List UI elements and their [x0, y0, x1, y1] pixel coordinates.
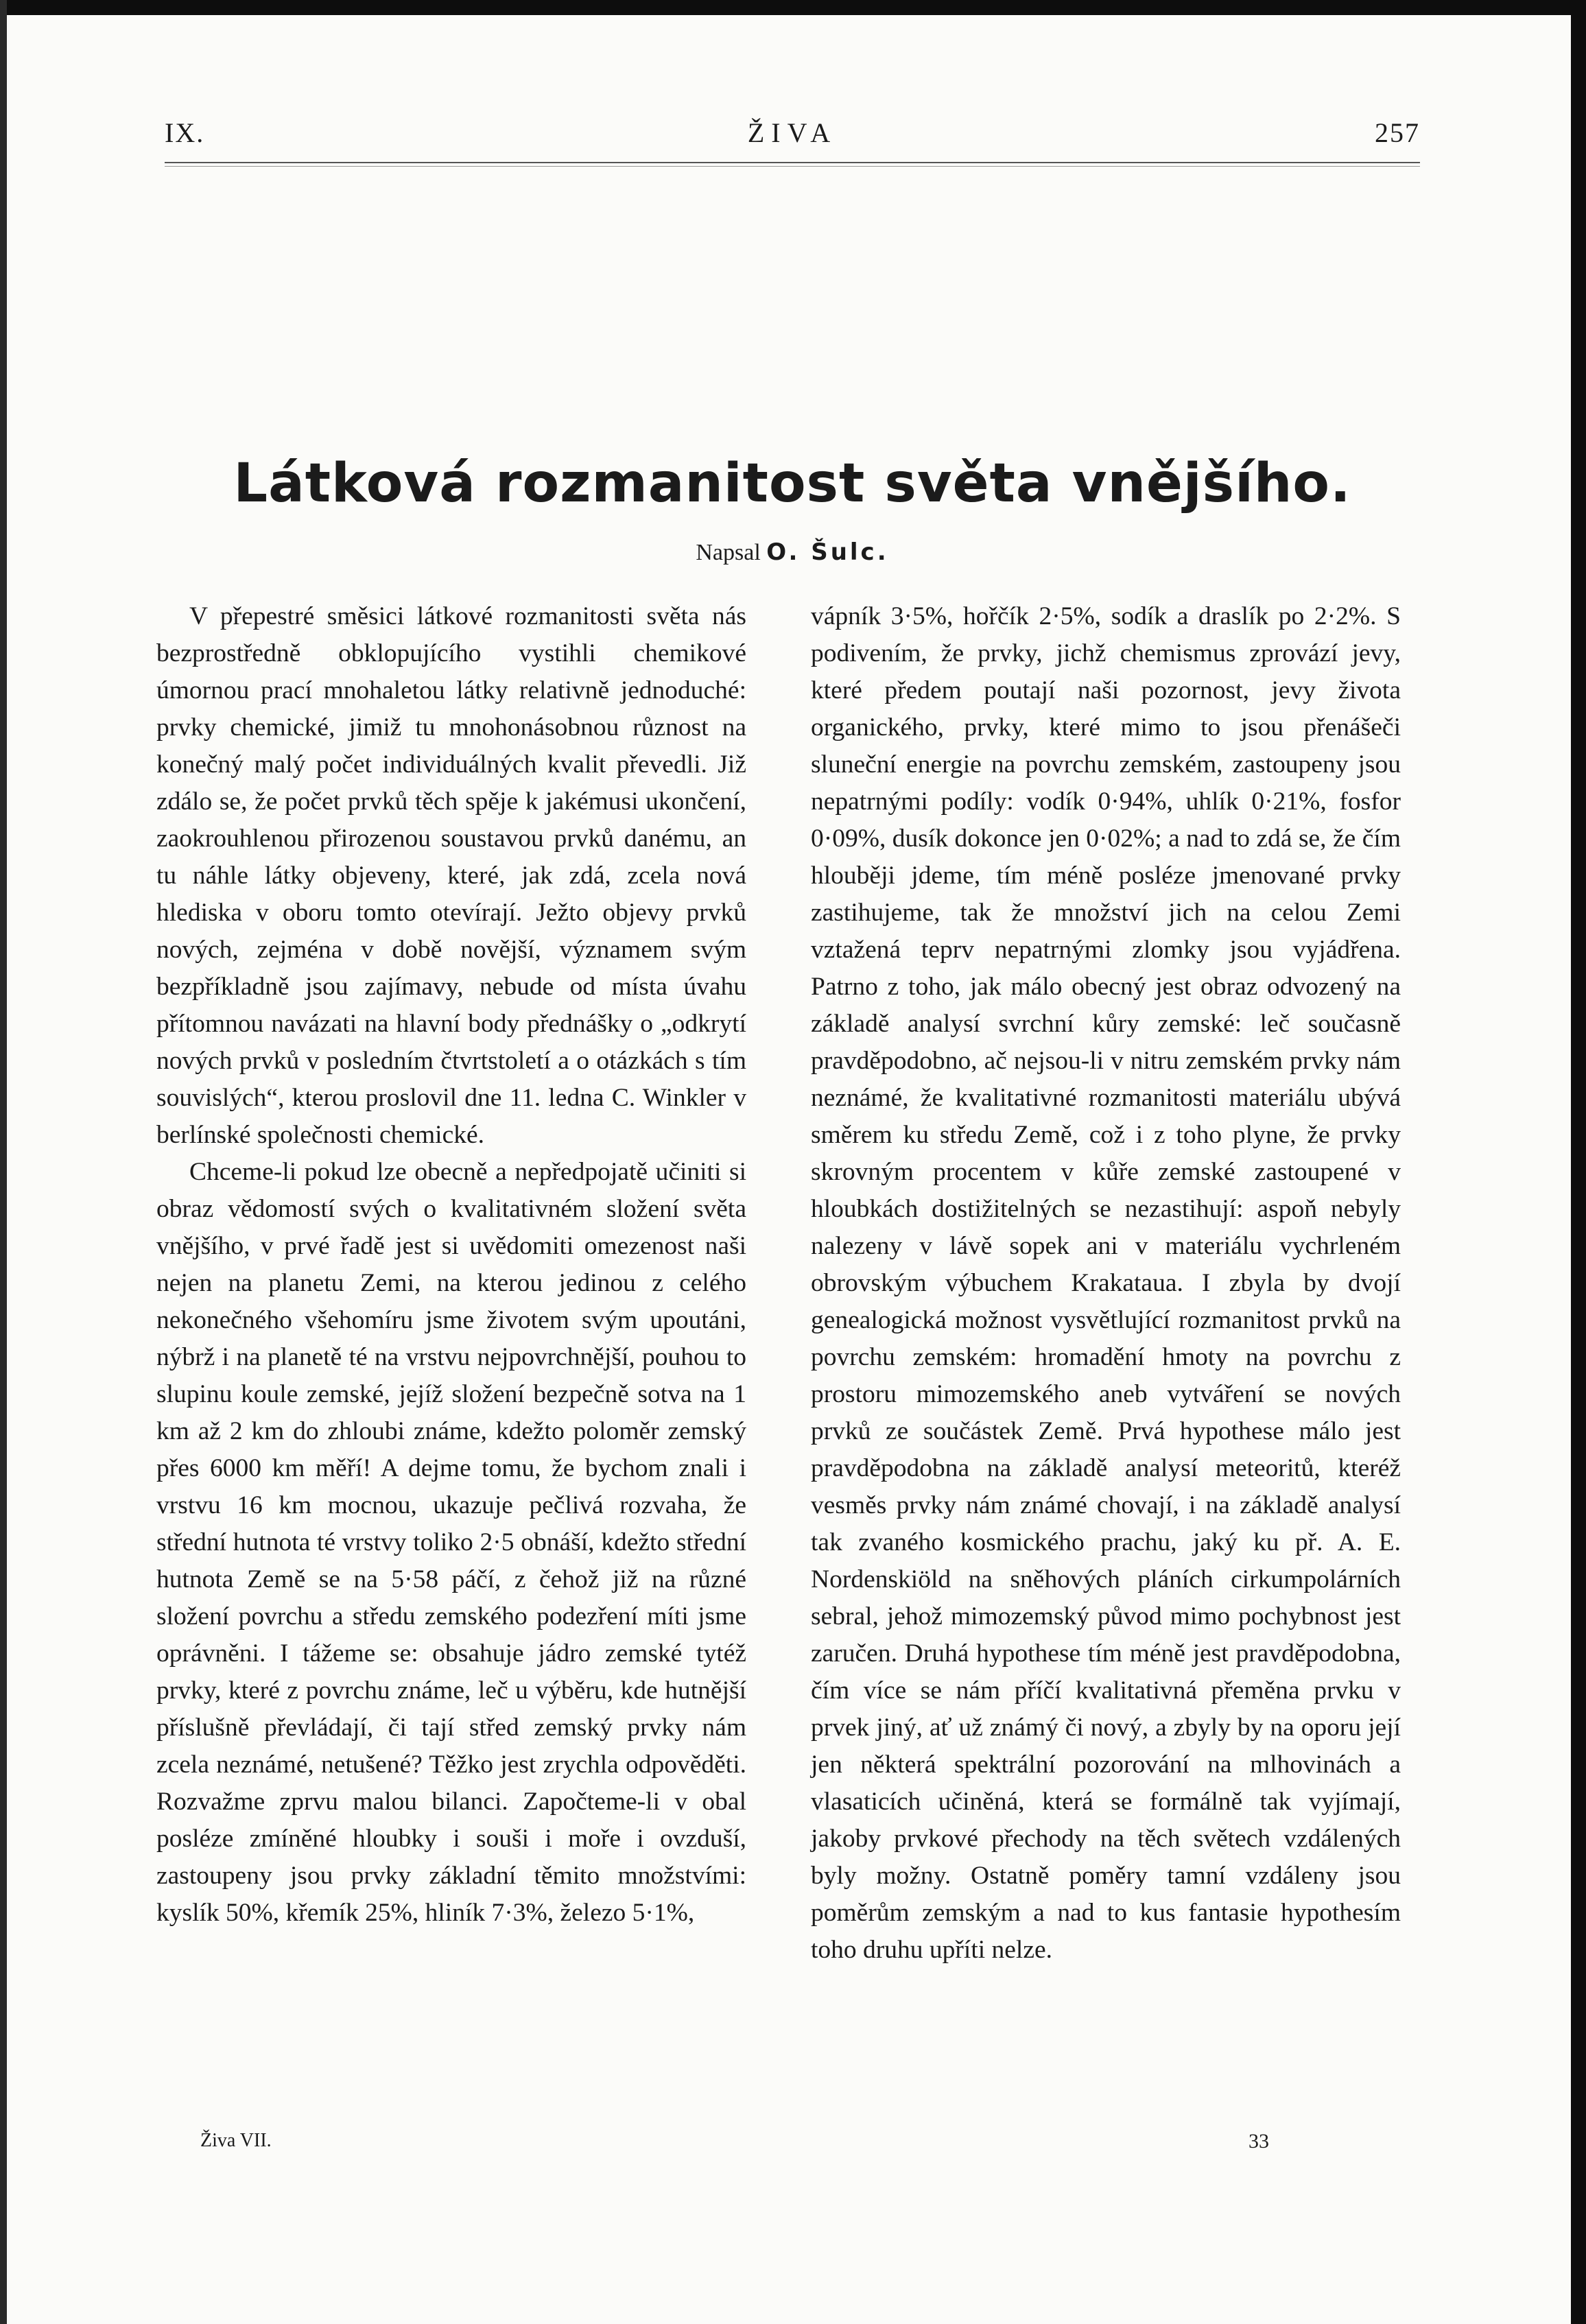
header-rule	[165, 162, 1420, 163]
right-column	[811, 598, 1401, 2128]
header-rule-thin	[165, 166, 1420, 167]
paragraph: vápník 3·5%, hořčík 2·5%, sodík a draslík po 2·2%. S podivením, že prvky, jichž chemismus zprovází jevy, které předem poutají naši pozornost, jevy života organického, prvky, které mimo to jsou přenášeči sluneční energie na povrchu zemském, zastoupeny jsou nepatrnými podíly: vodík 0·94%, uhlík 0·21%, fosfor 0·09%, dusík dokonce jen 0·02%; a nad to zdá se, že čím hlouběji jdeme, tím méně posléze jmenované prvky zastihujeme, tak že množství jich na celou Zemi vztažená teprv nepatrnými zlomky jsou vyjádřena. Patrno z toho, jak málo obecný jest obraz odvozený na základě analysí svrchní kůry zemské: leč současně pravděpodobno, ač nejsou-li v nitru zemském prvky nám neznámé, že kvalitativné rozmanitosti materiálu ubývá směrem ku středu Země, což i z toho plyne, že prvky skrovným procentem v kůře zemské zastoupené v hloubkách dostižitelných se nezastihují: aspoň nebyly nalezeny v lávě sopek ani v materiálu vychrleném obrovským výbuchem Krakataua. I zbyla by dvojí genealogická možnost vysvětlující rozmanitost prvků na povrchu zemském: hromadění hmoty na povrchu z prostoru mimozemského aneb vytváření se nových prvků ze součástek Země. Prvá hypothese málo jest pravděpodobna na základě analysí meteoritů, kteréž vesměs prvky nám známé chovají, i na základě analysí tak zvaného kosmického prachu, jaký ku př. A. E. Nordenskiöld na sněhových pláních cirkumpolárních sebral, jehož mimozemský původ mimo pochybnost jest zaručen. Druhá hypothese tím méně jest pravděpodobna, čím více se nám příčí kvalitativná přeměna prvku v prvek jiný, ať už známý či nový, a zbyly by na oporu její jen některá spektrální pozorování na mlhovinách a vlasaticích učiněná, která se formálně tak vyjímají, jakoby prvkové přechody na těch světech vzdálených byly možny. Ostatně poměry tamní vzdáleny jsou poměrům zemským a nad to kus fantasie hypothesím toho druhu upříti nelze.	[811, 602, 1401, 1964]
scan-border-top	[0, 0, 1586, 15]
page-number: 257	[1375, 117, 1420, 148]
journal-name: ŽIVA	[747, 117, 838, 148]
volume-number: IX.	[165, 117, 205, 148]
footer-sheet-number: 33	[1248, 2130, 1269, 2153]
scan-border-left	[0, 0, 7, 2324]
left-column	[156, 598, 746, 2128]
footer-signature: Živa VII.	[200, 2130, 272, 2151]
scan-border-right	[1571, 0, 1586, 2324]
paragraph: Chceme-li pokud lze obecně a nepředpojatě učiniti si obraz vědomostí svých o kvalitativném složení světa vnějšího, v prvé řadě jest si uvědomiti omezenost naši nejen na planetu Zemi, na kterou jedinou z celého nekonečného všehomíru jsme životem svým upoutáni, nýbrž i na planetě té na vrstvu nejpovrchnější, pouhou to slupinu koule zemské, jejíž složení bezpečně sotva na 1 km až 2 km do zhloubi známe, kdežto poloměr zemský přes 6000 km měří! A dejme tomu, že bychom znali i vrstvu 16 km mocnou, ukazuje pečlivá rozvaha, že střední hutnota té vrstvy toliko 2·5 obnáší, kdežto střední hutnota Země se na 5·58 páčí, z čehož již na různé složení povrchu a středu zemského podezření míti jsme oprávněni. I tážeme se: obsahuje jádro zemské tytéž prvky, které z povrchu známe, leč u výběru, kde hutnější příslušně převládají, či tají střed zemský prvky nám zcela neznámé, netušené? Těžko jest zrychla odpověděti. Rozvažme zprvu malou bilanci. Započteme-li v obal posléze zmíněné hloubky i souši i moře i ovzduší, zastoupeny jsou prvky základní těmito množstvími: kyslík 50%, křemík 25%, hliník 7·3%, železo 5·1%,	[156, 1158, 746, 1927]
running-header	[165, 110, 1420, 158]
byline	[165, 538, 1420, 566]
article-title: Látková rozmanitost světa vnějšího.	[233, 453, 1351, 514]
author-name: O. Šulc.	[766, 538, 889, 566]
byline-prefix: Napsal	[696, 540, 761, 565]
paragraph: V přepestré směsici látkové rozmanitosti světa nás bezprostředně obklopujícího vystihli chemikové úmornou prací mnohaletou látky relativně jednoduché: prvky chemické, jimiž tu mnohonásobnou různost na konečný malý počet individuálných kvalit převedli. Již zdálo se, že počet prvků těch spěje k jakémusi ukončení, zaokrouhlenou přirozenou soustavou prvků danému, an tu náhle látky objeveny, které, jak zdá, zcela nová hlediska v oboru tomto otevírají. Ježto objevy prvků nových, zejména v době novější, významem svým bezpříkladně jsou zajímavy, nebude od místa úvahu přítomnou navázati na hlavní body přednášky o „odkrytí nových prvků v posledním čtvrtstoletí a o otázkách s tím souvislých“, kterou proslovil dne 11. ledna C. Winkler v berlínské společnosti chemické.	[156, 602, 746, 1149]
